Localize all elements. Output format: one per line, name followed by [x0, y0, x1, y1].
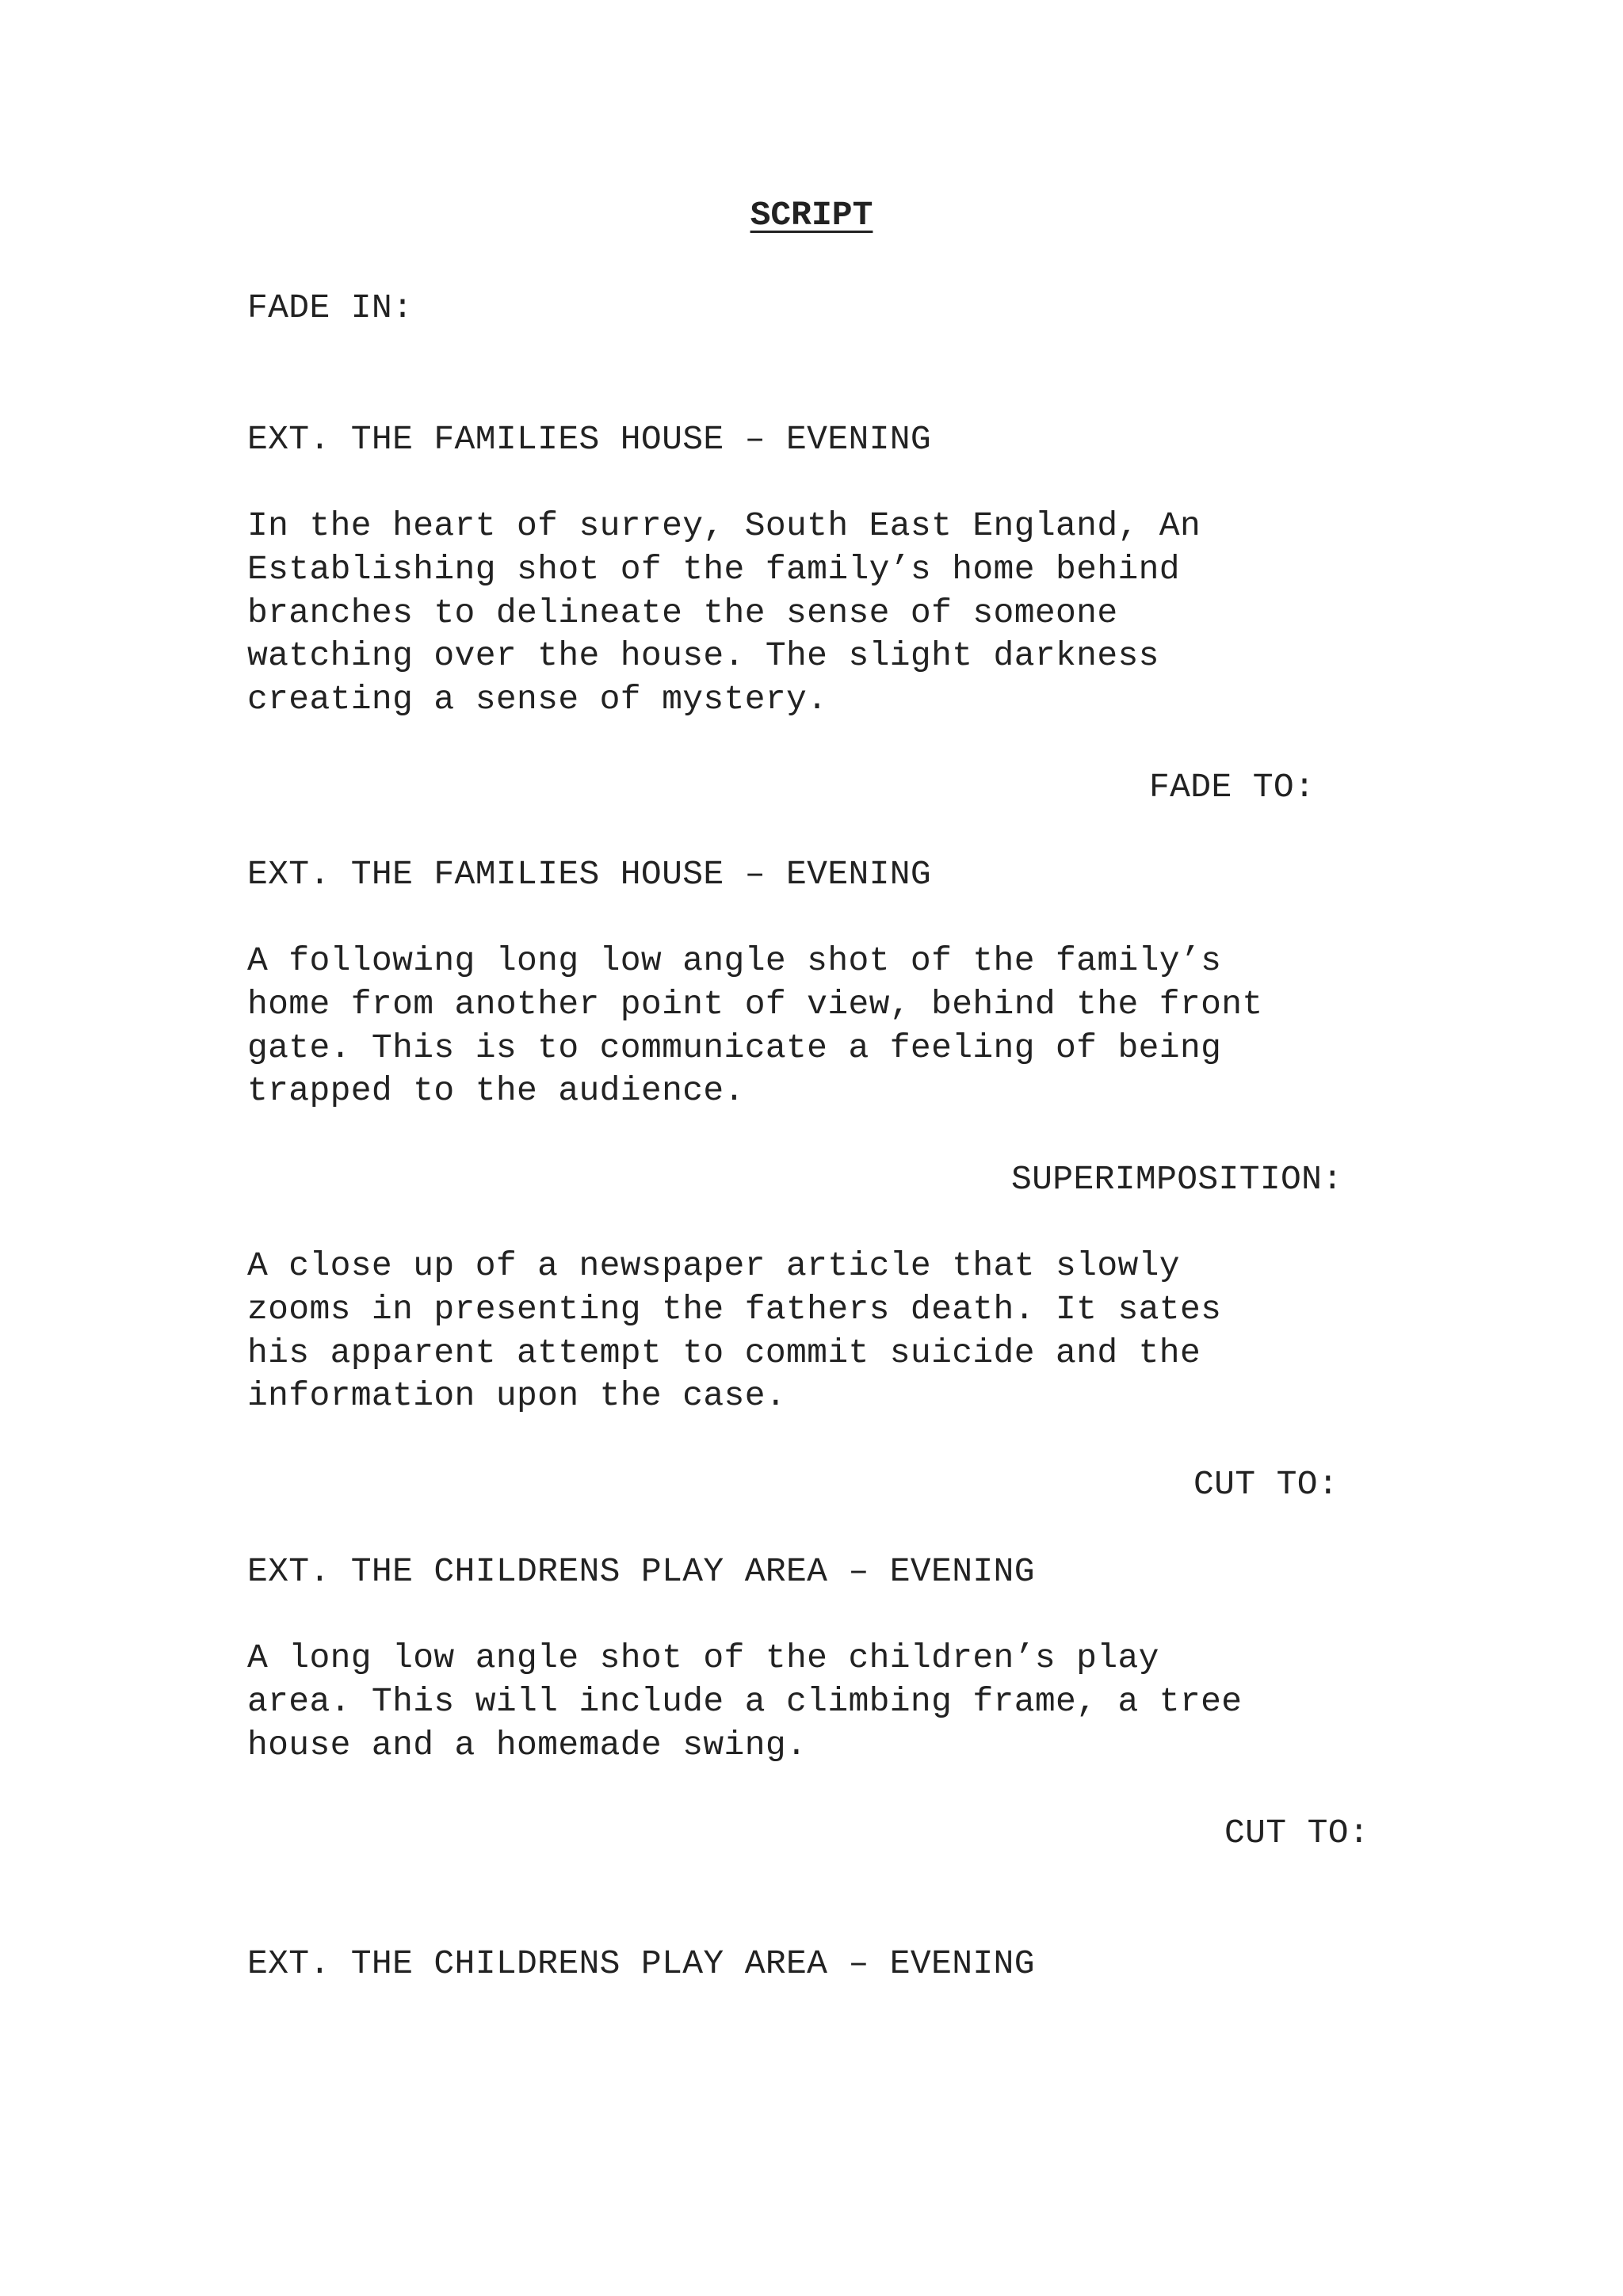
action-line: Establishing shot of the family’s home behind: [247, 549, 1180, 589]
action-line: information upon the case.: [247, 1376, 787, 1416]
action-line: A long low angle shot of the children’s play: [247, 1638, 1159, 1677]
action-line: zooms in presenting the fathers death. It sates: [247, 1289, 1222, 1329]
cut-to-transition: CUT TO:: [1224, 1814, 1370, 1852]
action-line: A following long low angle shot of the family’s: [247, 941, 1222, 980]
action-line: In the heart of surrey, South East England, An: [247, 506, 1201, 545]
action-line: his apparent attempt to commit suicide and the: [247, 1333, 1201, 1372]
scene-heading-3: EXT. THE CHILDRENS PLAY AREA – EVENING: [247, 1552, 1035, 1591]
action-paragraph-1: [247, 505, 1201, 722]
superimposition-transition: SUPERIMPOSITION:: [1011, 1160, 1343, 1199]
action-paragraph-3: [247, 1245, 1221, 1418]
action-line: home from another point of view, behind the front: [247, 984, 1263, 1024]
action-line: house and a homemade swing.: [247, 1725, 808, 1764]
action-line: trapped to the audience.: [247, 1071, 745, 1111]
scene-heading-1: EXT. THE FAMILIES HOUSE – EVENING: [247, 420, 932, 459]
scene-heading-4: EXT. THE CHILDRENS PLAY AREA – EVENING: [247, 1944, 1035, 1983]
action-paragraph-2: [247, 940, 1263, 1113]
fade-to-transition: FADE TO:: [1149, 768, 1316, 807]
action-line: creating a sense of mystery.: [247, 680, 828, 719]
action-line: area. This will include a climbing frame, a tree: [247, 1681, 1243, 1721]
action-line: gate. This is to communicate a feeling of being: [247, 1028, 1222, 1067]
cut-to-transition: CUT TO:: [1193, 1465, 1339, 1504]
fade-in-transition: FADE IN:: [247, 288, 414, 327]
action-paragraph-4: [247, 1637, 1242, 1767]
action-line: A close up of a newspaper article that slowly: [247, 1246, 1180, 1285]
action-line: watching over the house. The slight darkness: [247, 636, 1159, 676]
action-line: branches to delineate the sense of someone: [247, 593, 1118, 632]
scene-heading-2: EXT. THE FAMILIES HOUSE – EVENING: [247, 855, 932, 894]
document-title: SCRIPT: [750, 196, 873, 235]
